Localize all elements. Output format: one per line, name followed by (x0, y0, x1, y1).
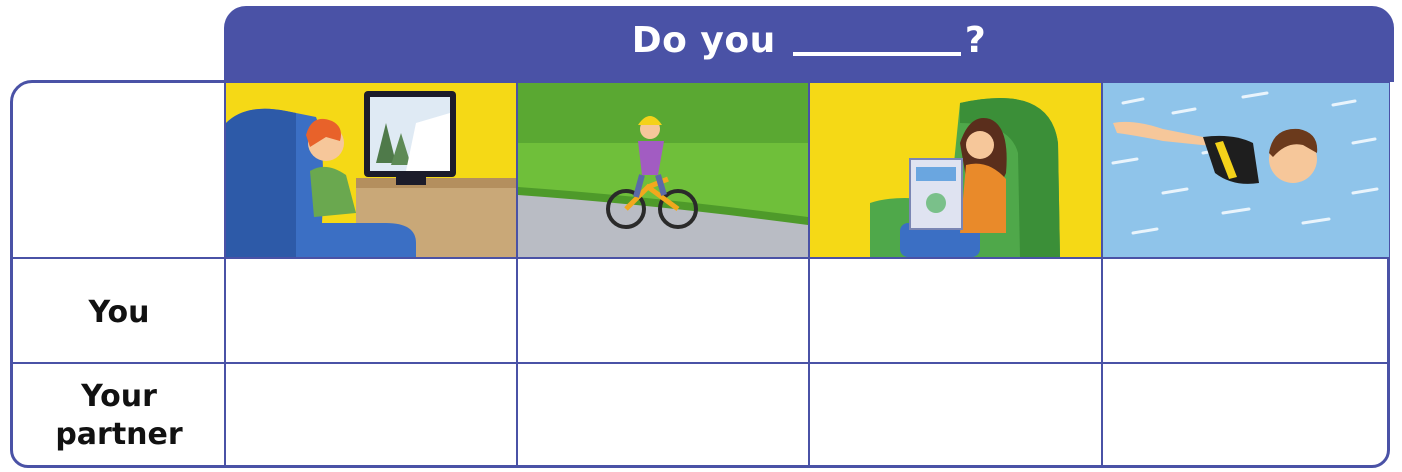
answer-cell[interactable] (810, 364, 1101, 465)
answer-cell[interactable] (810, 259, 1101, 362)
row-label-your-partner (14, 378, 224, 454)
header-banner (224, 6, 1394, 82)
answer-cell[interactable] (1103, 364, 1387, 465)
activity-question-title (224, 20, 1394, 61)
answer-cell[interactable] (518, 364, 808, 465)
riding-bike-icon (518, 83, 808, 257)
watching-tv-icon (226, 83, 516, 257)
answer-cell[interactable] (226, 364, 516, 465)
row-label-line: partner (55, 417, 183, 452)
row-label-you: You (88, 295, 150, 330)
blank-line (793, 22, 961, 56)
answer-cell[interactable] (518, 259, 808, 362)
answer-cell[interactable] (1103, 259, 1387, 362)
reading-magazine-icon (810, 83, 1101, 257)
title-suffix: ? (964, 20, 987, 61)
swimming-icon (1103, 83, 1389, 257)
answer-cell[interactable] (226, 259, 516, 362)
row-label-line: Your (81, 379, 157, 414)
title-prefix: Do you (631, 20, 776, 61)
